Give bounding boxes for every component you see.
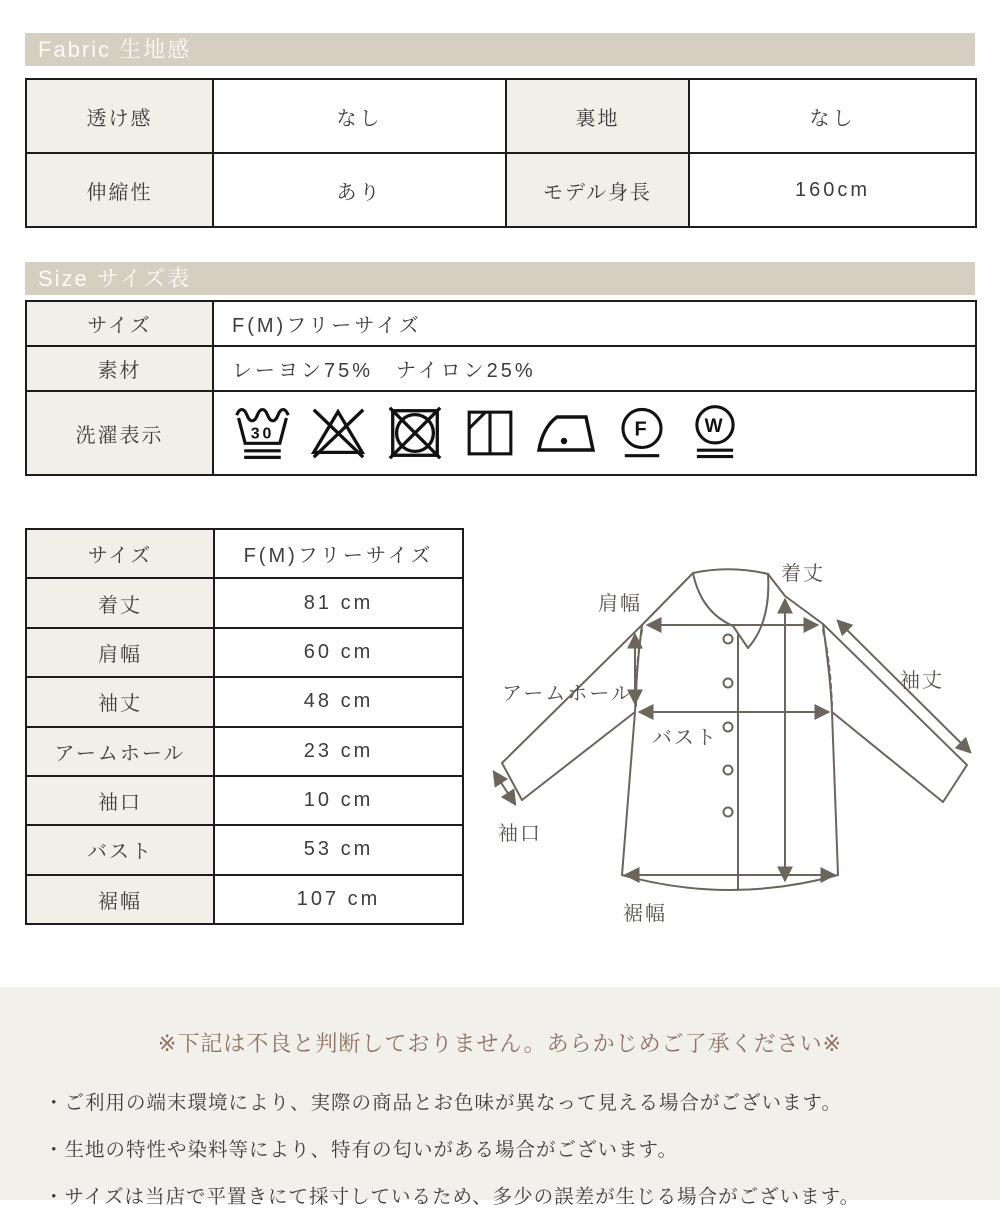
- table-row: [26, 677, 463, 726]
- shirt-body-right: [823, 624, 838, 875]
- svg-text:W: W: [704, 416, 726, 438]
- table-row: [26, 825, 463, 874]
- svg-text:30: 30: [250, 425, 275, 443]
- meas-label-armhole: アームホール: [26, 727, 214, 776]
- shirt-hem: [622, 875, 838, 890]
- care-row: [26, 391, 976, 475]
- shirt-sleeve-left: [502, 625, 642, 800]
- fabric-section-title: Fabric 生地感: [38, 37, 192, 62]
- shirt-button: [724, 766, 733, 775]
- no-tumble-dry-icon: [384, 401, 446, 465]
- wash-30-gentle-icon: [232, 401, 292, 465]
- diagram-label-armhole: アームホール: [502, 683, 633, 705]
- size-label: サイズ: [26, 301, 213, 346]
- size-value: F(M)フリーサイズ: [213, 301, 976, 346]
- meas-label-bust: バスト: [26, 825, 214, 874]
- table-row: [26, 578, 463, 627]
- material-row: [26, 346, 976, 391]
- shirt-button: [724, 723, 733, 732]
- fabric-row: [26, 79, 976, 153]
- diagram-label-hem: 裾幅: [623, 903, 667, 925]
- diagram-label-shoulder: 肩幅: [598, 593, 642, 615]
- meas-label-cuff: 袖口: [26, 776, 214, 825]
- fabric-label-lining: 裏地: [506, 79, 689, 153]
- iron-low-temp-icon: [534, 401, 598, 465]
- meas-value-hem: 107 cm: [214, 875, 463, 924]
- meas-value-sleeve: 48 cm: [214, 677, 463, 726]
- meas-label-shoulder: 肩幅: [26, 628, 214, 677]
- size-section-header: [25, 262, 975, 295]
- shirt-button: [724, 635, 733, 644]
- size-section-title: Size サイズ表: [38, 266, 192, 291]
- material-label: 素材: [26, 346, 213, 391]
- laundry-care-icons: [232, 401, 974, 465]
- notes-title: ※下記は不良と判断しておりません。あらかじめご了承ください※: [157, 1031, 843, 1056]
- material-value: レーヨン75% ナイロン25%: [213, 346, 976, 391]
- table-row: [26, 628, 463, 677]
- fabric-value-model-height: 160cm: [689, 153, 976, 227]
- cuff-arrow: [494, 772, 515, 804]
- meas-label-sleeve: 袖丈: [26, 677, 214, 726]
- size-row: [26, 301, 976, 346]
- wet-clean-w-very-gentle-icon: [686, 401, 744, 465]
- meas-label-hem: 裾幅: [26, 875, 214, 924]
- meas-label-length: 着丈: [26, 578, 214, 627]
- measurements-table: [25, 528, 464, 925]
- no-bleach-icon: [307, 401, 369, 465]
- shirt-collar: [693, 569, 768, 574]
- dry-clean-f-gentle-icon: [613, 401, 671, 465]
- shirt-button: [724, 808, 733, 817]
- fabric-value-sheerness: なし: [213, 79, 506, 153]
- diagram-label-bust: バスト: [652, 727, 718, 749]
- fabric-label-model-height: モデル身長: [506, 153, 689, 227]
- shirt-measurement-diagram: [480, 540, 1000, 960]
- meas-value-armhole: 23 cm: [214, 727, 463, 776]
- meas-value-length: 81 cm: [214, 578, 463, 627]
- meas-value-bust: 53 cm: [214, 825, 463, 874]
- fabric-value-lining: なし: [689, 79, 976, 153]
- shirt-button: [724, 679, 733, 688]
- shirt-body-left: [622, 625, 642, 875]
- shirt-sleeve-right: [823, 624, 967, 802]
- fabric-label-stretch: 伸縮性: [26, 153, 213, 227]
- svg-text:F: F: [634, 418, 650, 441]
- note-item-odor: ・生地の特性や染料等により、特有の匂いがある場合がございます。: [44, 1139, 678, 1161]
- fabric-row: [26, 153, 976, 227]
- fabric-section-header: [25, 33, 975, 66]
- fabric-value-stretch: あり: [213, 153, 506, 227]
- fabric-label-sheerness: 透け感: [26, 79, 213, 153]
- measurements-header-row: [26, 529, 463, 578]
- measurements-size-value: F(M)フリーサイズ: [214, 529, 463, 578]
- note-item-sizing: ・サイズは当店で平置きにて採寸しているため、多少の誤差が生じる場合がございます。: [44, 1186, 861, 1208]
- meas-value-cuff: 10 cm: [214, 776, 463, 825]
- meas-value-shoulder: 60 cm: [214, 628, 463, 677]
- notes-section: [0, 987, 1000, 1208]
- care-label: 洗濯表示: [26, 391, 213, 475]
- table-row: [26, 776, 463, 825]
- line-dry-in-shade-icon: [461, 401, 519, 465]
- size-table: [25, 300, 977, 476]
- diagram-label-sleeve: 袖丈: [900, 670, 944, 692]
- table-row: [26, 875, 463, 924]
- diagram-label-cuff: 袖口: [498, 823, 542, 845]
- measurements-size-label: サイズ: [26, 529, 214, 578]
- table-row: [26, 727, 463, 776]
- note-item-color: ・ご利用の端末環境により、実際の商品とお色味が異なって見える場合がございます。: [44, 1092, 842, 1114]
- fabric-table: [25, 78, 977, 228]
- diagram-label-length: 着丈: [781, 563, 825, 585]
